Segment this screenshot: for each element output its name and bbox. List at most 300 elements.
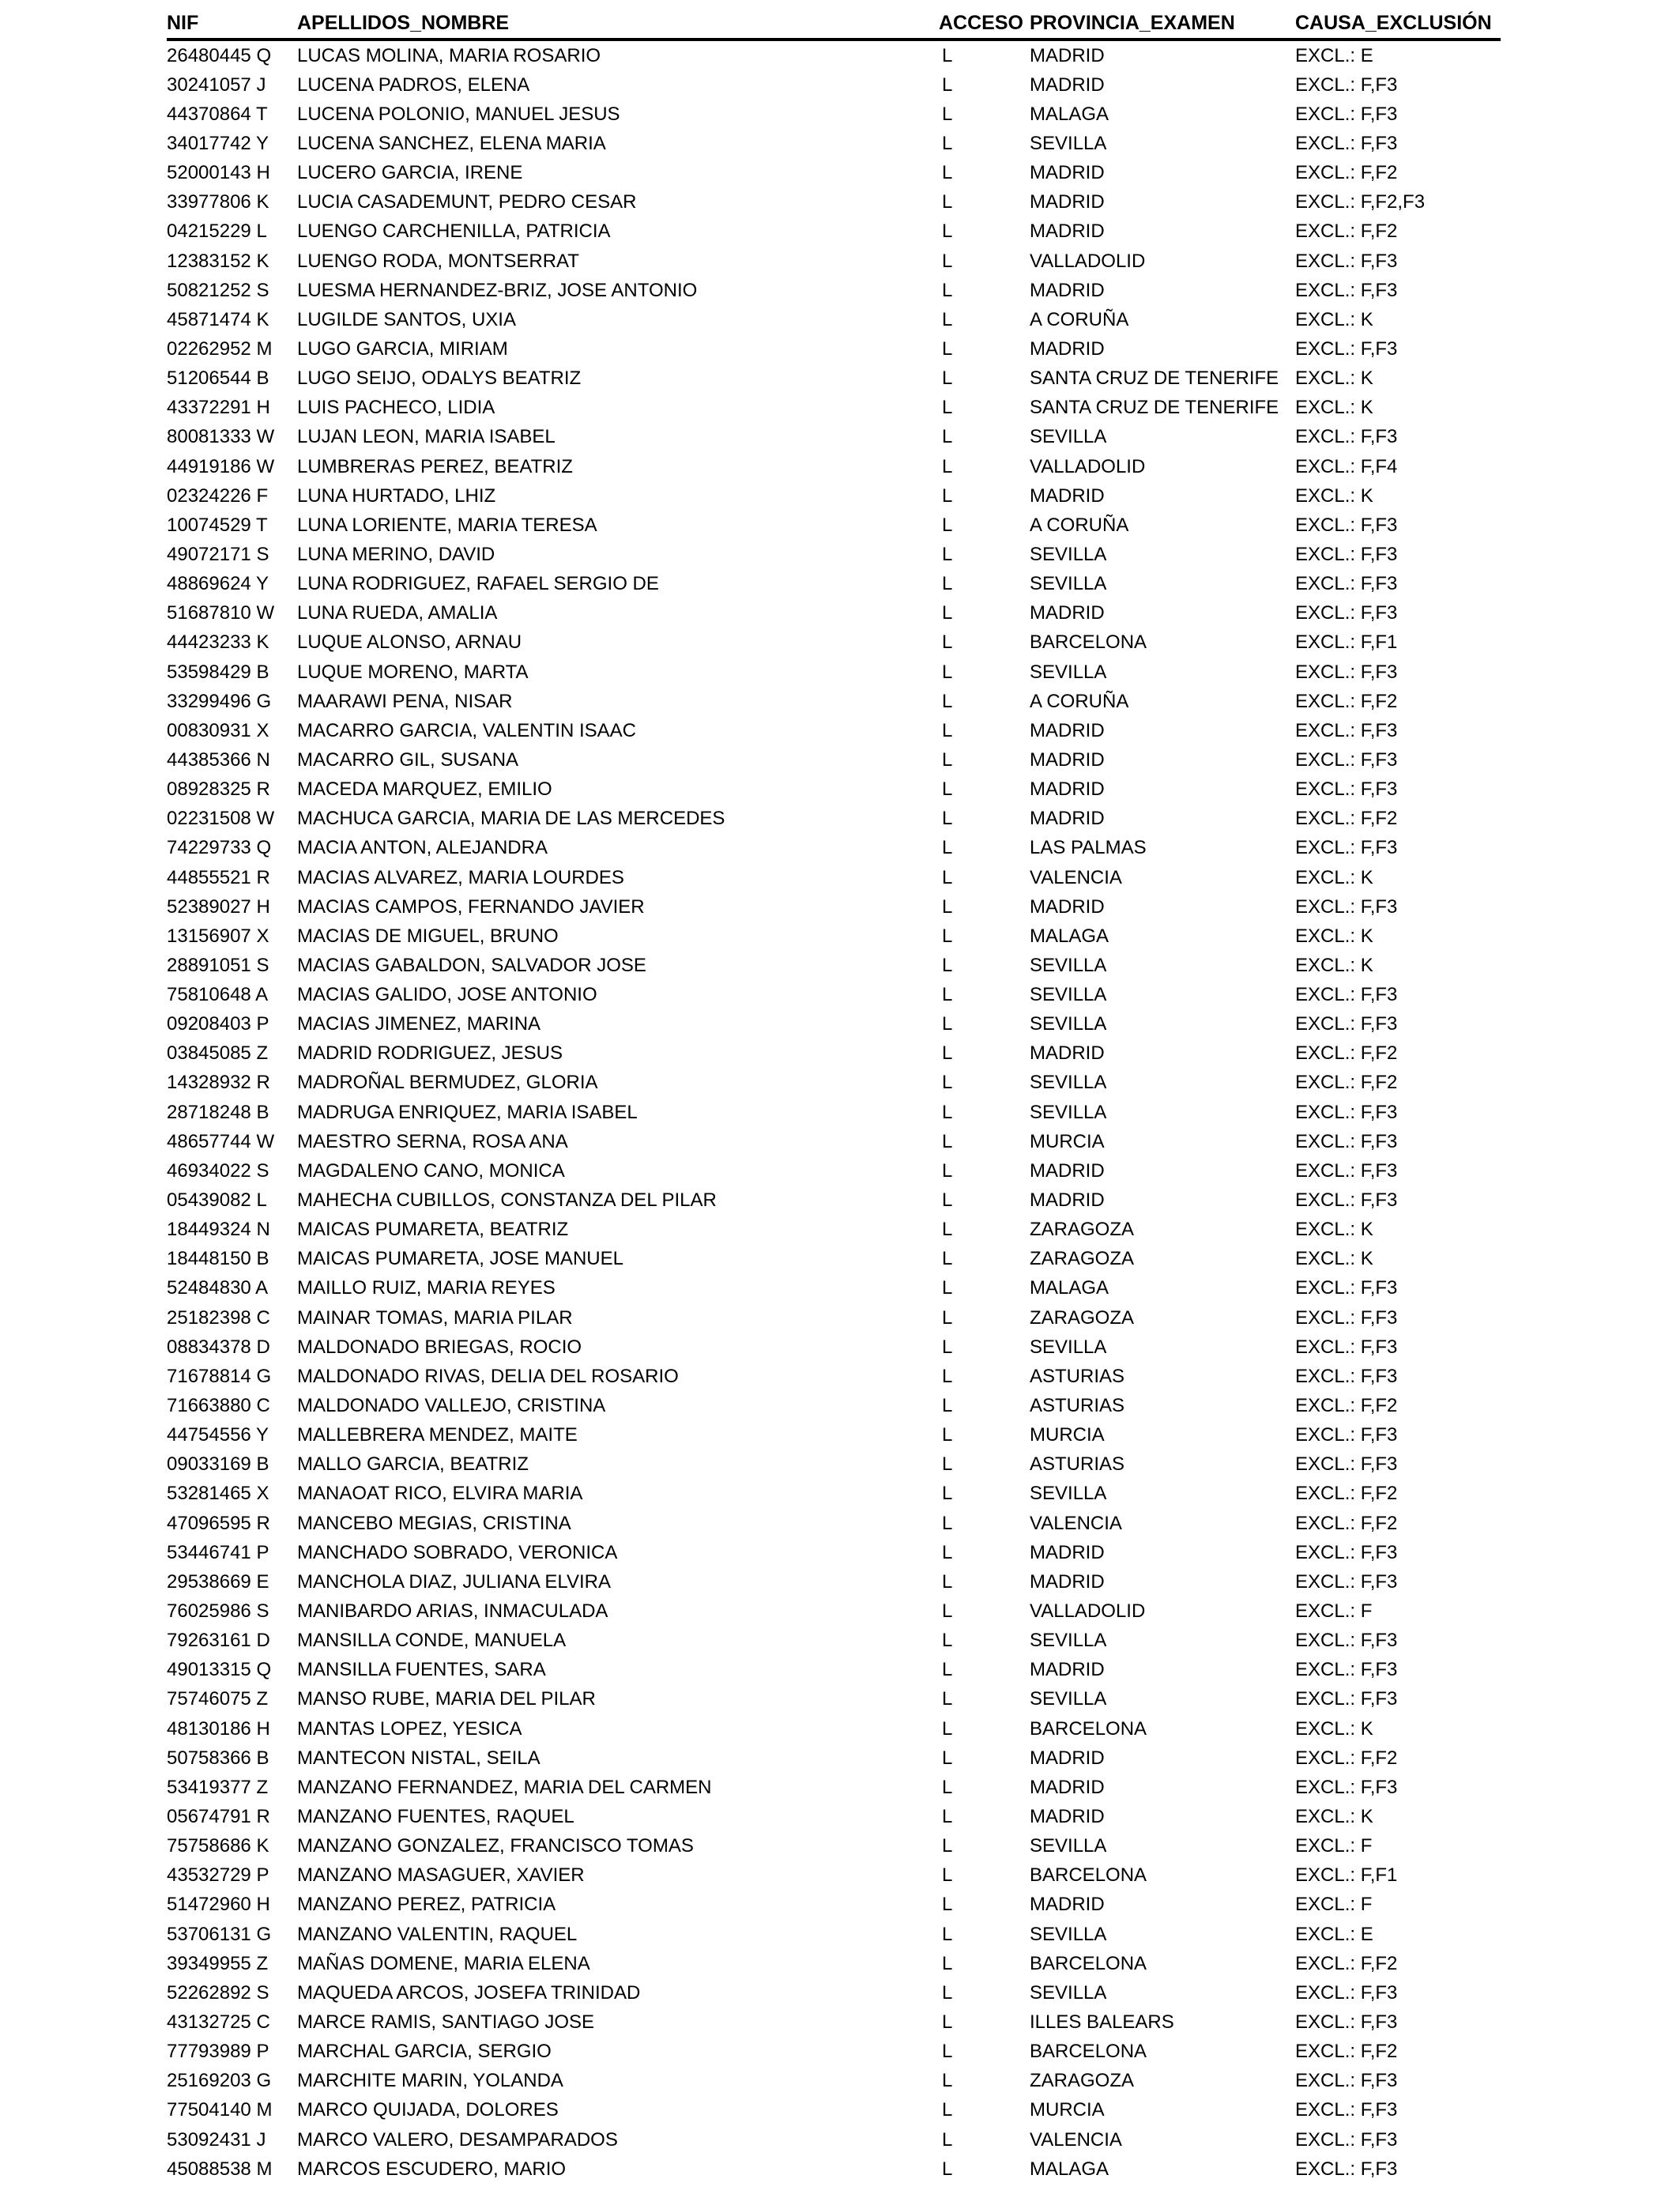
table-row (167, 1391, 1501, 1420)
table-row (167, 1714, 1501, 1744)
cell-nif: 75746075 Z (167, 1688, 269, 1710)
cell-name: MACARRO GARCIA, VALENTIN ISAAC (297, 719, 636, 741)
table-row (167, 1861, 1501, 1891)
cell-acceso: L (942, 1747, 953, 1769)
cell-acceso: L (942, 631, 953, 654)
cell-acceso: L (942, 2128, 953, 2151)
cell-provincia: MALAGA (1030, 925, 1109, 947)
cell-provincia: ASTURIAS (1030, 1365, 1125, 1387)
table-row (167, 1156, 1501, 1186)
table-row (167, 2154, 1501, 2184)
cell-acceso: L (942, 1395, 953, 1417)
cell-provincia: SEVILLA (1030, 1013, 1107, 1035)
cell-acceso: L (942, 837, 953, 859)
cell-acceso: L (942, 1776, 953, 1798)
cell-acceso: L (942, 2158, 953, 2180)
cell-provincia: SEVILLA (1030, 1101, 1107, 1123)
cell-nif: 50758366 B (167, 1747, 269, 1769)
cell-causa: EXCL.: F,F3 (1295, 1570, 1398, 1593)
cell-name: MARCHAL GARCIA, SERGIO (297, 2041, 552, 2063)
cell-acceso: L (942, 2099, 953, 2121)
table-row (167, 1920, 1501, 1949)
cell-acceso: L (942, 748, 953, 771)
cell-nif: 28718248 B (167, 1101, 269, 1123)
cell-provincia: BARCELONA (1030, 1952, 1147, 1974)
cell-nif: 09208403 P (167, 1013, 269, 1035)
cell-acceso: L (942, 455, 953, 477)
cell-name: MAÑAS DOMENE, MARIA ELENA (297, 1952, 590, 1974)
cell-causa: EXCL.: F,F3 (1295, 1453, 1398, 1476)
cell-causa: EXCL.: F,F3 (1295, 984, 1398, 1006)
cell-causa: EXCL.: F,F3 (1295, 426, 1398, 448)
cell-acceso: L (942, 1806, 953, 1827)
cell-acceso: L (942, 1453, 953, 1476)
cell-name: MARCE RAMIS, SANTIAGO JOSE (297, 2011, 595, 2033)
cell-causa: EXCL.: F,F2 (1295, 2041, 1398, 2063)
table-row (167, 1596, 1501, 1626)
cell-acceso: L (942, 103, 953, 125)
cell-name: MACIA ANTON, ALEJANDRA (297, 837, 548, 859)
cell-causa: EXCL.: F (1295, 1894, 1373, 1916)
cell-nif: 25182398 C (167, 1306, 270, 1329)
table-row (167, 716, 1501, 745)
cell-acceso: L (942, 1159, 953, 1182)
cell-acceso: L (942, 2070, 953, 2092)
table-row (167, 834, 1501, 863)
cell-provincia: MALAGA (1030, 103, 1109, 125)
column-header-name: APELLIDOS_NOMBRE (297, 8, 939, 40)
cell-acceso: L (942, 2041, 953, 2063)
cell-name: MADROÑAL BERMUDEZ, GLORIA (297, 1072, 598, 1094)
cell-causa: EXCL.: F,F2 (1295, 1042, 1398, 1065)
cell-provincia: MADRID (1030, 1776, 1105, 1798)
cell-nif: 48869624 Y (167, 573, 269, 595)
table-row (167, 745, 1501, 775)
cell-causa: EXCL.: F,F3 (1295, 1159, 1398, 1182)
cell-provincia: MADRID (1030, 484, 1105, 507)
cell-causa: EXCL.: F,F2 (1295, 1395, 1398, 1417)
cell-name: MACIAS JIMENEZ, MARINA (297, 1013, 541, 1035)
cell-provincia: SEVILLA (1030, 1336, 1107, 1358)
cell-provincia: MADRID (1030, 719, 1105, 741)
cell-provincia: MADRID (1030, 1159, 1105, 1182)
cell-nif: 77504140 M (167, 2099, 273, 2121)
cell-provincia: MADRID (1030, 808, 1105, 830)
cell-acceso: L (942, 1981, 953, 2004)
table-row (167, 687, 1501, 716)
cell-causa: EXCL.: F,F3 (1295, 2128, 1398, 2151)
cell-acceso: L (942, 661, 953, 683)
cell-causa: EXCL.: E (1295, 44, 1373, 66)
cell-name: LUGO GARCIA, MIRIAM (297, 337, 508, 360)
cell-acceso: L (942, 543, 953, 565)
table-row (167, 863, 1501, 892)
table-row (167, 1891, 1501, 1920)
cell-nif: 25169203 G (167, 2070, 272, 2092)
cell-nif: 09033169 B (167, 1453, 269, 1476)
cell-provincia: BARCELONA (1030, 2041, 1147, 2063)
table-row (167, 1303, 1501, 1333)
cell-provincia: MADRID (1030, 1806, 1105, 1827)
cell-nif: 44919186 W (167, 455, 275, 477)
cell-provincia: SEVILLA (1030, 132, 1107, 154)
cell-causa: EXCL.: K (1295, 308, 1373, 330)
cell-nif: 51206544 B (167, 368, 269, 390)
cell-provincia: MADRID (1030, 895, 1105, 918)
cell-name: MACIAS GALIDO, JOSE ANTONIO (297, 984, 597, 1006)
cell-provincia: ILLES BALEARS (1030, 2011, 1174, 2033)
cell-name: MANZANO PEREZ, PATRICIA (297, 1894, 556, 1916)
cell-name: MACIAS DE MIGUEL, BRUNO (297, 925, 559, 947)
table-row (167, 805, 1501, 834)
cell-causa: EXCL.: F,F3 (1295, 1013, 1398, 1035)
cell-name: MAGDALENO CANO, MONICA (297, 1159, 565, 1182)
cell-nif: 71678814 G (167, 1365, 272, 1387)
cell-acceso: L (942, 1600, 953, 1623)
cell-name: LUESMA HERNANDEZ-BRIZ, JOSE ANTONIO (297, 279, 698, 301)
cell-provincia: SANTA CRUZ DE TENERIFE (1030, 397, 1279, 419)
table-row (167, 599, 1501, 628)
cell-nif: 51687810 W (167, 602, 275, 624)
cell-name: MADRUGA ENRIQUEZ, MARIA ISABEL (297, 1101, 638, 1123)
cell-name: LUNA HURTADO, LHIZ (297, 484, 496, 507)
cell-nif: 47096595 R (167, 1512, 270, 1534)
cell-provincia: MADRID (1030, 1541, 1105, 1563)
cell-acceso: L (942, 337, 953, 360)
cell-name: MANSO RUBE, MARIA DEL PILAR (297, 1688, 596, 1710)
cell-causa: EXCL.: K (1295, 925, 1373, 947)
cell-name: MALDONADO BRIEGAS, ROCIO (297, 1336, 582, 1358)
cell-name: MALLO GARCIA, BEATRIZ (297, 1453, 529, 1476)
cell-provincia: VALENCIA (1030, 2128, 1122, 2151)
cell-nif: 52389027 H (167, 895, 270, 918)
cell-nif: 44385366 N (167, 748, 270, 771)
cell-nif: 44370864 T (167, 103, 268, 125)
cell-nif: 44855521 R (167, 866, 270, 888)
cell-name: MANTAS LOPEZ, YESICA (297, 1717, 522, 1740)
cell-provincia: MADRID (1030, 337, 1105, 360)
cell-causa: EXCL.: F,F3 (1295, 602, 1398, 624)
cell-provincia: MALAGA (1030, 1277, 1109, 1299)
cell-name: MANSILLA CONDE, MANUELA (297, 1630, 567, 1652)
cell-causa: EXCL.: F (1295, 1835, 1373, 1857)
cell-nif: 79263161 D (167, 1630, 270, 1652)
cell-name: MARCO QUIJADA, DOLORES (297, 2099, 559, 2121)
cell-name: MAQUEDA ARCOS, JOSEFA TRINIDAD (297, 1981, 641, 2004)
cell-causa: EXCL.: F,F2 (1295, 1483, 1398, 1505)
cell-causa: EXCL.: F,F3 (1295, 1659, 1398, 1681)
cell-name: MAINAR TOMAS, MARIA PILAR (297, 1306, 573, 1329)
cell-nif: 45088538 M (167, 2158, 273, 2180)
cell-name: LUCENA SANCHEZ, ELENA MARIA (297, 132, 606, 154)
cell-provincia: ZARAGOZA (1030, 1219, 1135, 1241)
cell-name: MANSILLA FUENTES, SARA (297, 1659, 546, 1681)
table-row (167, 305, 1501, 334)
cell-causa: EXCL.: E (1295, 1923, 1373, 1945)
cell-causa: EXCL.: F,F2 (1295, 690, 1398, 712)
cell-name: LUCENA POLONIO, MANUEL JESUS (297, 103, 620, 125)
table-row (167, 394, 1501, 423)
cell-nif: 51472960 H (167, 1894, 270, 1916)
cell-causa: EXCL.: F,F3 (1295, 514, 1398, 536)
cell-name: LUJAN LEON, MARIA ISABEL (297, 426, 556, 448)
table-row (167, 570, 1501, 599)
cell-name: LUNA MERINO, DAVID (297, 543, 495, 565)
cell-causa: EXCL.: K (1295, 866, 1373, 888)
cell-acceso: L (942, 514, 953, 536)
cell-acceso: L (942, 1130, 953, 1152)
cell-acceso: L (942, 2011, 953, 2033)
table-row (167, 1627, 1501, 1656)
cell-provincia: SEVILLA (1030, 1688, 1107, 1710)
table-row (167, 1567, 1501, 1596)
cell-causa: EXCL.: F,F2 (1295, 1512, 1398, 1534)
cell-nif: 34017742 Y (167, 132, 269, 154)
cell-provincia: MADRID (1030, 1659, 1105, 1681)
cell-acceso: L (942, 808, 953, 830)
cell-nif: 10074529 T (167, 514, 268, 536)
cell-acceso: L (942, 368, 953, 390)
column-header-causa: CAUSA_EXCLUSIÓN (1295, 8, 1501, 40)
cell-name: MANZANO GONZALEZ, FRANCISCO TOMAS (297, 1835, 694, 1857)
cell-causa: EXCL.: K (1295, 1717, 1373, 1740)
table-row (167, 423, 1501, 452)
cell-nif: 49013315 Q (167, 1659, 272, 1681)
cell-acceso: L (942, 1570, 953, 1593)
table-row (167, 1949, 1501, 1978)
cell-provincia: A CORUÑA (1030, 514, 1129, 536)
cell-provincia: MADRID (1030, 1570, 1105, 1593)
table-row (167, 775, 1501, 805)
cell-causa: EXCL.: F,F3 (1295, 1336, 1398, 1358)
cell-provincia: SEVILLA (1030, 661, 1107, 683)
cell-acceso: L (942, 690, 953, 712)
table-row (167, 511, 1501, 540)
cell-provincia: VALLADOLID (1030, 1600, 1146, 1623)
cell-acceso: L (942, 1717, 953, 1740)
cell-acceso: L (942, 1101, 953, 1123)
cell-acceso: L (942, 397, 953, 419)
header-row (167, 8, 1501, 40)
cell-acceso: L (942, 1219, 953, 1241)
table-row (167, 1039, 1501, 1069)
excluded-candidates-table (167, 8, 1501, 2184)
cell-provincia: A CORUÑA (1030, 690, 1129, 712)
table-row (167, 2125, 1501, 2154)
cell-name: MANIBARDO ARIAS, INMACULADA (297, 1600, 608, 1623)
cell-causa: EXCL.: F,F2 (1295, 1747, 1398, 1769)
cell-name: LUMBRERAS PEREZ, BEATRIZ (297, 455, 573, 477)
cell-acceso: L (942, 1952, 953, 1974)
cell-nif: 02262952 M (167, 337, 273, 360)
cell-name: MANZANO MASAGUER, XAVIER (297, 1864, 585, 1887)
cell-causa: EXCL.: F,F3 (1295, 74, 1398, 96)
cell-name: MANCEBO MEGIAS, CRISTINA (297, 1512, 571, 1534)
column-header-acceso: ACCESO (939, 8, 1030, 40)
cell-provincia: VALLADOLID (1030, 250, 1146, 272)
table-row (167, 1216, 1501, 1245)
table-row (167, 2096, 1501, 2125)
cell-name: MADRID RODRIGUEZ, JESUS (297, 1042, 563, 1065)
cell-nif: 43532729 P (167, 1864, 269, 1887)
cell-name: MACEDA MARQUEZ, EMILIO (297, 778, 552, 801)
table-row (167, 1098, 1501, 1127)
cell-provincia: SEVILLA (1030, 954, 1107, 976)
cell-acceso: L (942, 1923, 953, 1945)
cell-name: MARCHITE MARIN, YOLANDA (297, 2070, 563, 2092)
cell-provincia: MADRID (1030, 1189, 1105, 1212)
table-row (167, 1509, 1501, 1538)
cell-nif: 33299496 G (167, 690, 272, 712)
cell-nif: 71663880 C (167, 1395, 270, 1417)
cell-name: MANAOAT RICO, ELVIRA MARIA (297, 1483, 583, 1505)
cell-name: LUCENA PADROS, ELENA (297, 74, 530, 96)
table-row (167, 1685, 1501, 1714)
cell-nif: 08834378 D (167, 1336, 270, 1358)
cell-acceso: L (942, 1835, 953, 1857)
cell-causa: EXCL.: F,F3 (1295, 837, 1398, 859)
cell-causa: EXCL.: F,F3 (1295, 895, 1398, 918)
table-row (167, 951, 1501, 980)
cell-nif: 14328932 R (167, 1072, 270, 1094)
cell-name: MACIAS ALVAREZ, MARIA LOURDES (297, 866, 624, 888)
cell-name: LUNA LORIENTE, MARIA TERESA (297, 514, 597, 536)
cell-name: MARCOS ESCUDERO, MARIO (297, 2158, 567, 2180)
cell-name: MANZANO VALENTIN, RAQUEL (297, 1923, 578, 1945)
cell-acceso: L (942, 132, 953, 154)
table-row (167, 1744, 1501, 1773)
table-row (167, 658, 1501, 687)
cell-causa: EXCL.: K (1295, 397, 1373, 419)
cell-causa: EXCL.: F,F2 (1295, 1952, 1398, 1974)
cell-nif: 29538669 E (167, 1570, 269, 1593)
cell-name: MAHECHA CUBILLOS, CONSTANZA DEL PILAR (297, 1189, 717, 1212)
cell-causa: EXCL.: K (1295, 1219, 1373, 1241)
cell-acceso: L (942, 602, 953, 624)
table-row (167, 1656, 1501, 1685)
cell-causa: EXCL.: F,F3 (1295, 132, 1398, 154)
cell-name: MALDONADO VALLEJO, CRISTINA (297, 1395, 606, 1417)
cell-provincia: MADRID (1030, 1042, 1105, 1065)
cell-nif: 33977806 K (167, 191, 269, 213)
cell-provincia: MADRID (1030, 221, 1105, 243)
cell-provincia: ZARAGOZA (1030, 1306, 1135, 1329)
cell-causa: EXCL.: F,F3 (1295, 1365, 1398, 1387)
cell-name: MANZANO FERNANDEZ, MARIA DEL CARMEN (297, 1776, 712, 1798)
cell-acceso: L (942, 719, 953, 741)
cell-provincia: BARCELONA (1030, 631, 1147, 654)
cell-provincia: VALENCIA (1030, 1512, 1122, 1534)
cell-provincia: SEVILLA (1030, 1483, 1107, 1505)
cell-causa: EXCL.: F,F3 (1295, 573, 1398, 595)
cell-name: MARCO VALERO, DESAMPARADOS (297, 2128, 618, 2151)
table-row (167, 1773, 1501, 1802)
table-row (167, 892, 1501, 922)
table-body (167, 40, 1501, 2184)
cell-provincia: MADRID (1030, 44, 1105, 66)
cell-nif: 52000143 H (167, 162, 270, 184)
cell-nif: 02231508 W (167, 808, 275, 830)
cell-nif: 44423233 K (167, 631, 269, 654)
cell-nif: 52484830 A (167, 1277, 269, 1299)
cell-acceso: L (942, 279, 953, 301)
cell-nif: 39349955 Z (167, 1952, 269, 1974)
cell-nif: 46934022 S (167, 1159, 269, 1182)
cell-provincia: MADRID (1030, 1747, 1105, 1769)
cell-acceso: L (942, 162, 953, 184)
cell-causa: EXCL.: F,F3 (1295, 719, 1398, 741)
cell-nif: 53446741 P (167, 1541, 269, 1563)
column-header-provincia: PROVINCIA_EXAMEN (1030, 8, 1295, 40)
cell-name: LUQUE MORENO, MARTA (297, 661, 529, 683)
cell-nif: 05439082 L (167, 1189, 267, 1212)
table-row (167, 1127, 1501, 1156)
cell-causa: EXCL.: F,F1 (1295, 1864, 1398, 1887)
cell-causa: EXCL.: K (1295, 1806, 1373, 1827)
cell-acceso: L (942, 925, 953, 947)
cell-provincia: SEVILLA (1030, 1835, 1107, 1857)
cell-acceso: L (942, 954, 953, 976)
cell-provincia: ASTURIAS (1030, 1453, 1125, 1476)
cell-nif: 45871474 K (167, 308, 269, 330)
table-row (167, 70, 1501, 100)
cell-acceso: L (942, 1659, 953, 1681)
table-row (167, 40, 1501, 70)
cell-provincia: VALENCIA (1030, 866, 1122, 888)
cell-causa: EXCL.: F,F2 (1295, 808, 1398, 830)
table-row (167, 628, 1501, 658)
cell-provincia: ZARAGOZA (1030, 2070, 1135, 2092)
cell-acceso: L (942, 1424, 953, 1446)
cell-provincia: MADRID (1030, 191, 1105, 213)
cell-causa: EXCL.: F,F3 (1295, 748, 1398, 771)
table-row (167, 1274, 1501, 1303)
cell-provincia: MADRID (1030, 602, 1105, 624)
cell-acceso: L (942, 984, 953, 1006)
cell-causa: EXCL.: F,F2,F3 (1295, 191, 1426, 213)
cell-acceso: L (942, 1630, 953, 1652)
cell-nif: 53598429 B (167, 661, 269, 683)
cell-acceso: L (942, 1688, 953, 1710)
cell-nif: 53092431 J (167, 2128, 266, 2151)
table-row (167, 1450, 1501, 1480)
cell-provincia: MADRID (1030, 74, 1105, 96)
cell-acceso: L (942, 1042, 953, 1065)
cell-causa: EXCL.: F,F2 (1295, 221, 1398, 243)
cell-causa: EXCL.: F,F3 (1295, 1776, 1398, 1798)
cell-causa: EXCL.: F,F3 (1295, 543, 1398, 565)
cell-causa: EXCL.: F,F3 (1295, 337, 1398, 360)
cell-acceso: L (942, 866, 953, 888)
cell-acceso: L (942, 1483, 953, 1505)
cell-provincia: SEVILLA (1030, 543, 1107, 565)
cell-name: LUENGO RODA, MONTSERRAT (297, 250, 579, 272)
cell-provincia: MADRID (1030, 162, 1105, 184)
cell-nif: 30241057 J (167, 74, 266, 96)
cell-acceso: L (942, 1072, 953, 1094)
cell-causa: EXCL.: F,F3 (1295, 250, 1398, 272)
table-row (167, 1362, 1501, 1391)
cell-causa: EXCL.: K (1295, 954, 1373, 976)
cell-causa: EXCL.: F,F3 (1295, 2011, 1398, 2033)
cell-acceso: L (942, 1336, 953, 1358)
cell-acceso: L (942, 1894, 953, 1916)
cell-nif: 48130186 H (167, 1717, 270, 1740)
cell-name: MACIAS GABALDON, SALVADOR JOSE (297, 954, 646, 976)
cell-nif: 43132725 C (167, 2011, 270, 2033)
cell-provincia: SEVILLA (1030, 426, 1107, 448)
table-row (167, 1245, 1501, 1274)
